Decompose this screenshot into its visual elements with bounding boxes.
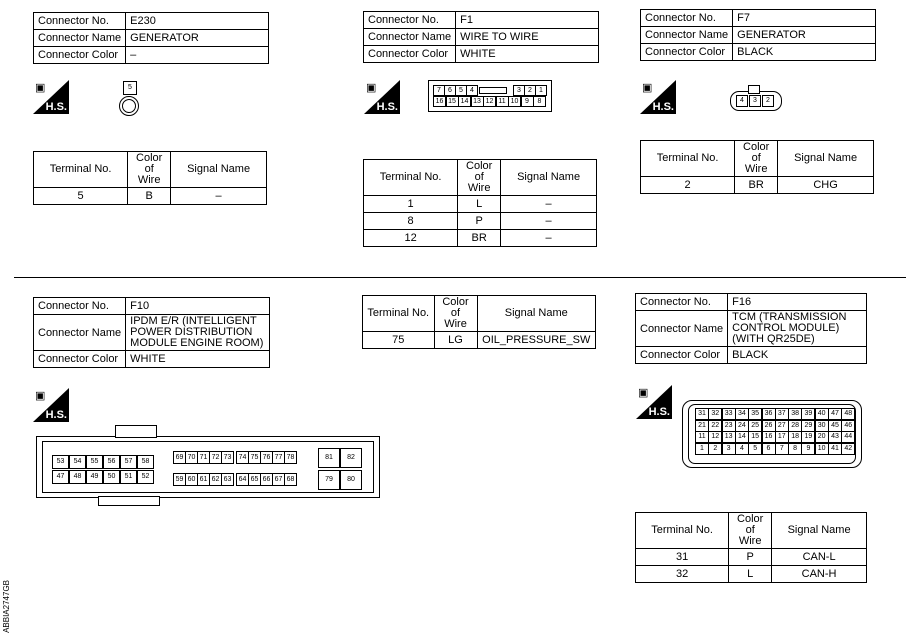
f10-pin: 50 [103,470,120,484]
cell: 75 [363,332,435,349]
label: Connector Color [636,347,728,364]
f10-pin: 56 [103,455,120,469]
cell: 31 [636,549,729,566]
e230-terminal-circle-inner [122,99,136,113]
cell: P [458,213,501,230]
f1-pin: 16 [433,96,446,107]
f16-pin: 31 [695,408,709,420]
f16-pin: 46 [841,420,855,432]
f10-pin: 61 [197,473,210,486]
value: GENERATOR [733,27,876,44]
f10-pin: 74 [236,451,249,464]
e230-connector-table [33,12,269,64]
hs-icon: ▣ H.S. [35,82,67,113]
f1-connector-table [363,11,599,63]
f16-pin: 30 [815,420,829,432]
cell: – [171,188,267,205]
f16-pin: 17 [775,431,789,443]
f7-pin: 4 [736,95,748,107]
f16-pin: 38 [788,408,802,420]
header: Signal Name [171,152,267,188]
hs-icon: ▣ H.S. [366,82,398,113]
cell: 12 [364,230,458,247]
f10-pin: 68 [284,473,297,486]
cell: 2 [641,177,735,194]
f16-pin: 22 [708,420,722,432]
f16-pin: 13 [722,431,736,443]
header: Signal Name [501,160,597,196]
value: WHITE [456,46,599,63]
f16-pin: 23 [722,420,736,432]
label: Connector No. [34,298,126,315]
f10-pin: 51 [120,470,137,484]
f7-connector-table [640,9,876,61]
cell: L [729,566,772,583]
f16-pin: 2 [708,443,722,455]
label: Connector Color [641,44,733,61]
f1-pin: 9 [521,96,534,107]
f10-pin: 72 [209,451,222,464]
f10-pin: 81 [318,448,340,468]
header: Signal Name [778,141,874,177]
f10-pin: 64 [236,473,249,486]
f1-pin: 4 [466,85,478,96]
value: E230 [126,13,269,30]
value: TCM (TRANSMISSION CONTROL MODULE) (WITH QR25DE) [728,311,867,347]
f10-pin: 47 [52,470,69,484]
f7-terminal-table [640,140,874,194]
f16-pin: 26 [762,420,776,432]
f10-pin: 52 [137,470,154,484]
e230-pin-label: 5 [123,81,137,95]
header: Color of Wire [434,296,477,332]
f1-pin: 3 [513,85,525,96]
f16-pin: 3 [722,443,736,455]
header: Color of Wire [458,160,501,196]
f16-pin: 10 [815,443,829,455]
f16-pin: 44 [841,431,855,443]
hs-icon: ▣ H.S. [638,387,670,418]
cell: OIL_PRESSURE_SW [477,332,595,349]
f10-pin: 75 [248,451,261,464]
value: WHITE [126,351,270,368]
cell: 8 [364,213,458,230]
cell: BR [458,230,501,247]
f16-pin: 12 [708,431,722,443]
f16-pin: 18 [788,431,802,443]
label: Connector Color [34,47,126,64]
f1-pin: 7 [433,85,445,96]
f10-pin: 49 [86,470,103,484]
value: BLACK [733,44,876,61]
cell: CAN-H [772,566,867,583]
f16-pin: 33 [722,408,736,420]
f16-pin: 42 [841,443,855,455]
cell: 5 [34,188,128,205]
header: Color of Wire [729,513,772,549]
f10-terminal-table [362,295,596,349]
f16-pin: 36 [762,408,776,420]
f10-pin: 79 [318,470,340,490]
f16-pin: 14 [735,431,749,443]
f7-lock-tab [748,85,760,94]
f16-pin: 45 [828,420,842,432]
value: BLACK [728,347,867,364]
f16-pin: 35 [748,408,762,420]
f1-terminal-table [363,159,597,247]
f1-pin: 14 [458,96,471,107]
f16-pin: 8 [788,443,802,455]
e230-terminal-table [33,151,267,205]
label: Connector Name [34,315,126,351]
f16-pin: 7 [775,443,789,455]
value: WIRE TO WIRE [456,29,599,46]
f10-pin: 59 [173,473,186,486]
f16-pin: 21 [695,420,709,432]
section-divider [14,277,906,278]
f16-pin: 32 [708,408,722,420]
f10-pin: 66 [260,473,273,486]
cell: – [501,213,597,230]
label: Connector No. [34,13,126,30]
f16-pin: 20 [815,431,829,443]
header: Terminal No. [363,296,435,332]
f1-pin: 2 [524,85,536,96]
cell: CAN-L [772,549,867,566]
value: F1 [456,12,599,29]
f16-pin: 16 [762,431,776,443]
cell: L [458,196,501,213]
cell: CHG [778,177,874,194]
f16-pin: 9 [801,443,815,455]
label: Connector No. [364,12,456,29]
label: Connector Name [34,30,126,47]
f16-pin: 6 [762,443,776,455]
header: Terminal No. [641,141,735,177]
f10-pin: 53 [52,455,69,469]
header: Color of Wire [128,152,171,188]
header: Terminal No. [34,152,128,188]
f1-pin: 11 [496,96,509,107]
f16-pin: 29 [801,420,815,432]
f10-pin: 57 [120,455,137,469]
f10-lock-tab [115,425,157,438]
f16-pin: 15 [748,431,762,443]
f1-pin: 8 [533,96,546,107]
f16-pin: 43 [828,431,842,443]
f10-pin: 54 [69,455,86,469]
f1-pin: 12 [483,96,496,107]
value: F10 [126,298,270,315]
f10-pin: 78 [284,451,297,464]
f16-pin: 5 [748,443,762,455]
f16-connector-table [635,293,867,364]
f16-pin: 11 [695,431,709,443]
label: Connector No. [641,10,733,27]
f16-pin: 19 [801,431,815,443]
hs-icon: ▣ H.S. [642,82,674,113]
label: Connector Name [641,27,733,44]
f10-pin: 65 [248,473,261,486]
f1-pin: 1 [535,85,547,96]
f1-pin: 5 [455,85,467,96]
value: F16 [728,294,867,311]
f10-bottom-tab [98,496,160,506]
f1-pin: 13 [471,96,484,107]
f16-pin: 25 [748,420,762,432]
value: F7 [733,10,876,27]
label: Connector Color [364,46,456,63]
cell: B [128,188,171,205]
label: Connector Color [34,351,126,368]
f16-pin: 37 [775,408,789,420]
cell: 32 [636,566,729,583]
f10-pin: 67 [272,473,285,486]
f16-pin: 28 [788,420,802,432]
label: Connector Name [364,29,456,46]
cell: 1 [364,196,458,213]
f10-pin: 55 [86,455,103,469]
cell: BR [735,177,778,194]
f16-terminal-table [635,512,867,583]
f16-pin: 27 [775,420,789,432]
label: Connector Name [636,311,728,347]
figure-code: ABBIA2747GB [2,580,11,633]
cell: P [729,549,772,566]
f16-pin: 48 [841,408,855,420]
f10-pin: 77 [272,451,285,464]
f16-pin: 34 [735,408,749,420]
f10-pin: 82 [340,448,362,468]
cell: – [501,230,597,247]
header: Signal Name [772,513,867,549]
f16-pin: 41 [828,443,842,455]
header: Terminal No. [364,160,458,196]
f16-pin: 1 [695,443,709,455]
f10-pin: 62 [209,473,222,486]
f10-pin: 80 [340,470,362,490]
f16-pin: 39 [801,408,815,420]
f10-pin: 69 [173,451,186,464]
hs-icon: ▣ H.S. [35,390,67,421]
f10-pin: 60 [185,473,198,486]
f1-pin: 15 [446,96,459,107]
value: GENERATOR [126,30,269,47]
header: Signal Name [477,296,595,332]
f10-pin: 63 [221,473,234,486]
f16-pin: 40 [815,408,829,420]
cell: LG [434,332,477,349]
f1-key-slot [479,87,507,94]
f10-pin: 73 [221,451,234,464]
f1-pin: 10 [508,96,521,107]
label: Connector No. [636,294,728,311]
header: Color of Wire [735,141,778,177]
f10-pin: 58 [137,455,154,469]
f10-pin: 76 [260,451,273,464]
f10-connector-table [33,297,270,368]
f1-pin: 6 [444,85,456,96]
f10-pin: 48 [69,470,86,484]
f16-pin: 24 [735,420,749,432]
value: – [126,47,269,64]
f7-pin: 2 [762,95,774,107]
value: IPDM E/R (INTELLIGENT POWER DISTRIBUTION MODULE ENGINE ROOM) [126,315,270,351]
cell: – [501,196,597,213]
f10-pin: 70 [185,451,198,464]
header: Terminal No. [636,513,729,549]
f7-pin: 3 [749,95,761,107]
f16-pin: 4 [735,443,749,455]
f16-pin: 47 [828,408,842,420]
f10-pin: 71 [197,451,210,464]
